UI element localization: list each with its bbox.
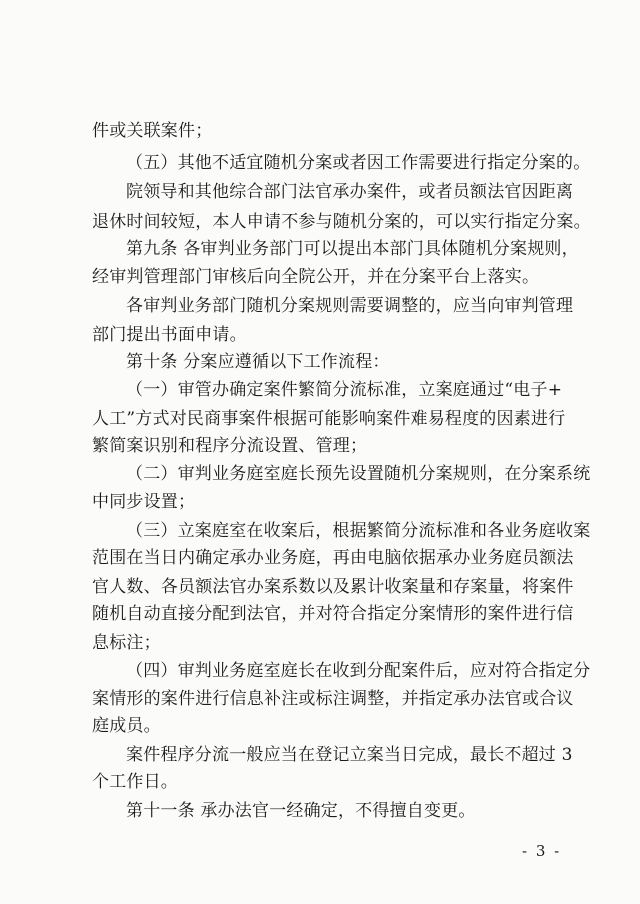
text-line-9: 第十条 分案应遵循以下工作流程： xyxy=(126,352,390,372)
text-line-7: 各审判业务部门随机分案规则需要调整的，应当向审判管理 xyxy=(126,296,574,316)
text-line-1: 件或关联案件； xyxy=(92,121,213,141)
text-line-11: 人工”方式对民商事案件根据可能影响案件难易程度的因素进行 xyxy=(92,409,566,429)
text-line-25: 第十一条 承办法官一经确定，不得擅自变更。 xyxy=(126,801,476,821)
text-line-8: 部门提出书面申请。 xyxy=(92,325,247,345)
text-line-15: （三）立案庭室在收案后，根据繁简分流标准和各业务庭收案 xyxy=(126,521,591,541)
text-line-4: 退休时间较短，本人申请不参与随机分案的，可以实行指定分案。 xyxy=(92,212,591,232)
text-line-17: 官人数、各员额法官办案系数以及累计收案量和存案量，将案件 xyxy=(92,577,574,597)
text-line-22: 庭成员。 xyxy=(92,716,161,736)
text-line-16: 范围在当日内确定承办业务庭，再由电脑依据承办业务庭员额法 xyxy=(92,548,574,568)
text-line-21: 案情形的案件进行信息补注或标注调整，并指定承办法官或合议 xyxy=(92,689,574,709)
text-line-19: 息标注； xyxy=(92,633,161,653)
text-line-14: 中同步设置； xyxy=(92,492,196,512)
text-line-18: 随机自动直接分配到法官，并对符合指定分案情形的案件进行信 xyxy=(92,604,574,624)
text-line-3: 院领导和其他综合部门法官承办案件，或者员额法官因距离 xyxy=(126,182,574,202)
text-line-2: （五）其他不适宜随机分案或者因工作需要进行指定分案的。 xyxy=(126,153,591,173)
text-line-12: 繁简案识别和程序分流设置、管理； xyxy=(92,436,368,456)
text-line-23: 案件程序分流一般应当在登记立案当日完成，最长不超过 3 xyxy=(126,745,573,765)
text-line-24: 个工作日。 xyxy=(92,772,178,792)
text-line-13: （二）审判业务庭室庭长预先设置随机分案规则，在分案系统 xyxy=(126,464,591,484)
text-line-20: （四）审判业务庭室庭长在收到分配案件后，应对符合指定分 xyxy=(126,661,591,681)
text-line-10: （一）审管办确定案件繁简分流标准，立案庭通过“电子+ xyxy=(126,380,563,400)
text-line-6: 经审判管理部门审核后向全院公开，并在分案平台上落实。 xyxy=(92,267,540,287)
page-number: - 3 - xyxy=(522,842,562,860)
text-line-5: 第九条 各审判业务部门可以提出本部门具体随机分案规则， xyxy=(126,239,579,259)
